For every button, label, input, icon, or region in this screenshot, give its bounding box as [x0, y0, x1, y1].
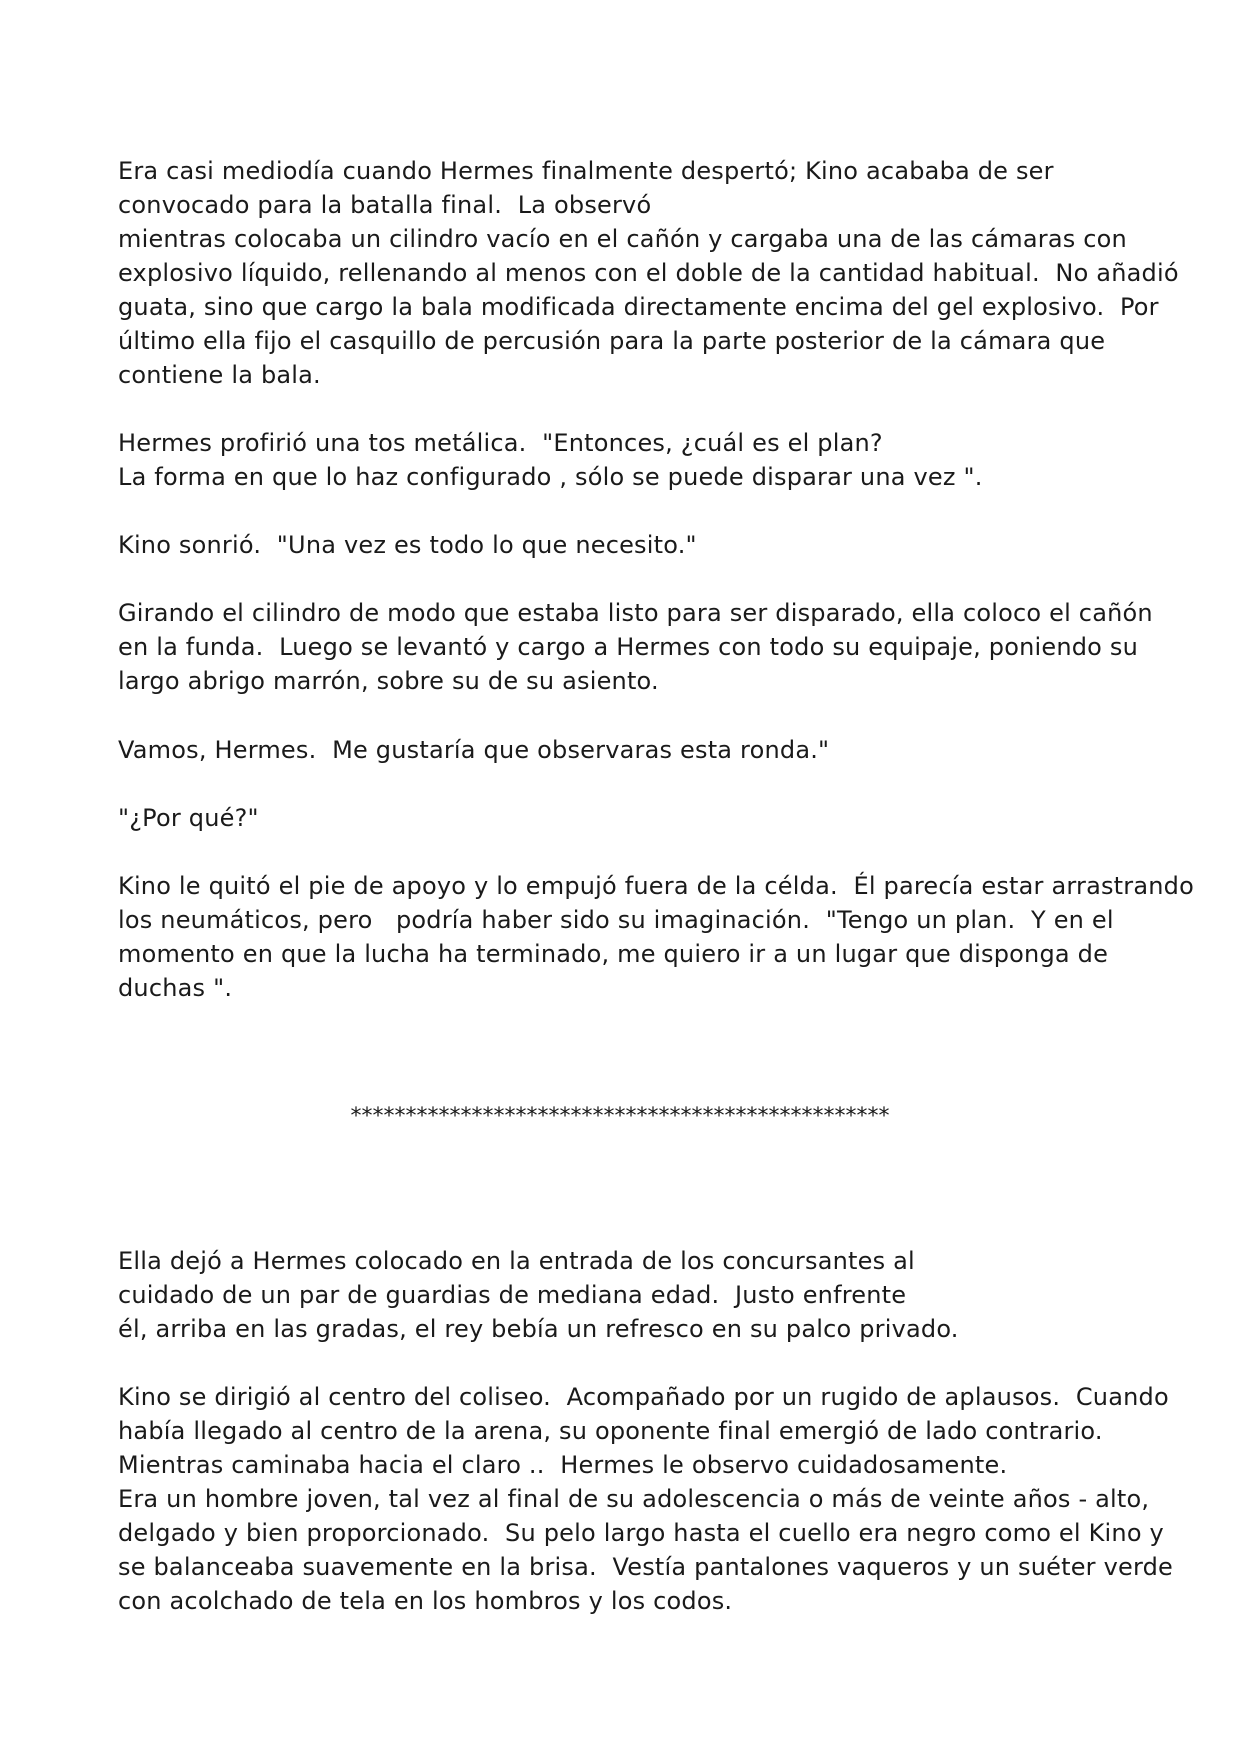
- text-line: él, arriba en las gradas, el rey bebía un refresco en su palco privado.: [118, 1315, 959, 1343]
- text-line: se balanceaba suavemente en la brisa. Vestía pantalones vaqueros y un suéter verde: [118, 1553, 1173, 1581]
- text-line: guata, sino que cargo la bala modificada directamente encima del gel explosivo. Por: [118, 293, 1159, 321]
- text-line: Era casi mediodía cuando Hermes finalmente despertó; Kino acababa de ser: [118, 157, 1054, 185]
- text-line: La forma en que lo haz configurado , sólo se puede disparar una vez ".: [118, 463, 983, 491]
- text-line: delgado y bien proporcionado. Su pelo largo hasta el cuello era negro como el Kino y: [118, 1519, 1164, 1547]
- paragraph-6: [118, 801, 1128, 835]
- text-line: Ella dejó a Hermes colocado en la entrada de los concursantes al: [118, 1247, 915, 1275]
- paragraph-3: [118, 528, 1128, 562]
- text-line: Mientras caminaba hacia el claro .. Hermes le observo cuidadosamente.: [118, 1451, 1008, 1479]
- text-line: Kino se dirigió al centro del coliseo. Acompañado por un rugido de aplausos. Cuando: [118, 1383, 1169, 1411]
- paragraph-4: [118, 596, 1153, 698]
- paragraph-7: [118, 869, 1194, 1005]
- text-line: había llegado al centro de la arena, su oponente final emergió de lado contrario.: [118, 1417, 1103, 1445]
- text-line: Era un hombre joven, tal vez al final de su adolescencia o más de veinte años - alto,: [118, 1485, 1150, 1513]
- text-line: "¿Por qué?": [118, 804, 259, 832]
- text-line: Vamos, Hermes. Me gustaría que observaras esta ronda.": [118, 736, 830, 764]
- text-line: cuidado de un par de guardias de mediana edad. Justo enfrente: [118, 1281, 907, 1309]
- text-line: último ella fijo el casquillo de percusión para la parte posterior de la cámara que: [118, 327, 1106, 355]
- text-line: Kino sonrió. "Una vez es todo lo que necesito.": [118, 531, 697, 559]
- text-line: en la funda. Luego se levantó y cargo a Hermes con todo su equipaje, poniendo su: [118, 633, 1139, 661]
- text-line: Hermes profirió una tos metálica. "Entonces, ¿cuál es el plan?: [118, 429, 883, 457]
- section-divider: *************************************************: [350, 1104, 890, 1129]
- text-line: largo abrigo marrón, sobre su de su asiento.: [118, 667, 659, 695]
- paragraph-9: [118, 1380, 1173, 1618]
- text-line: duchas ".: [118, 974, 233, 1002]
- text-line: explosivo líquido, rellenando al menos con el doble de la cantidad habitual. No añadió: [118, 259, 1179, 287]
- text-line: con acolchado de tela en los hombros y los codos.: [118, 1587, 733, 1615]
- text-line: contiene la bala.: [118, 361, 321, 389]
- text-line: convocado para la batalla final. La observó: [118, 191, 652, 219]
- text-line: Girando el cilindro de modo que estaba listo para ser disparado, ella coloco el cañón: [118, 599, 1153, 627]
- text-line: los neumáticos, pero podría haber sido su imaginación. "Tengo un plan. Y en el: [118, 906, 1114, 934]
- text-line: mientras colocaba un cilindro vacío en el cañón y cargaba una de las cámaras con: [118, 225, 1127, 253]
- text-line: Kino le quitó el pie de apoyo y lo empujó fuera de la célda. Él parecía estar arrastrando: [118, 872, 1194, 900]
- paragraph-1: [118, 154, 1179, 392]
- text-line: momento en que la lucha ha terminado, me quiero ir a un lugar que disponga de: [118, 940, 1109, 968]
- paragraph-8: [118, 1244, 1128, 1346]
- paragraph-2: [118, 426, 1128, 494]
- paragraph-5: [118, 733, 1128, 767]
